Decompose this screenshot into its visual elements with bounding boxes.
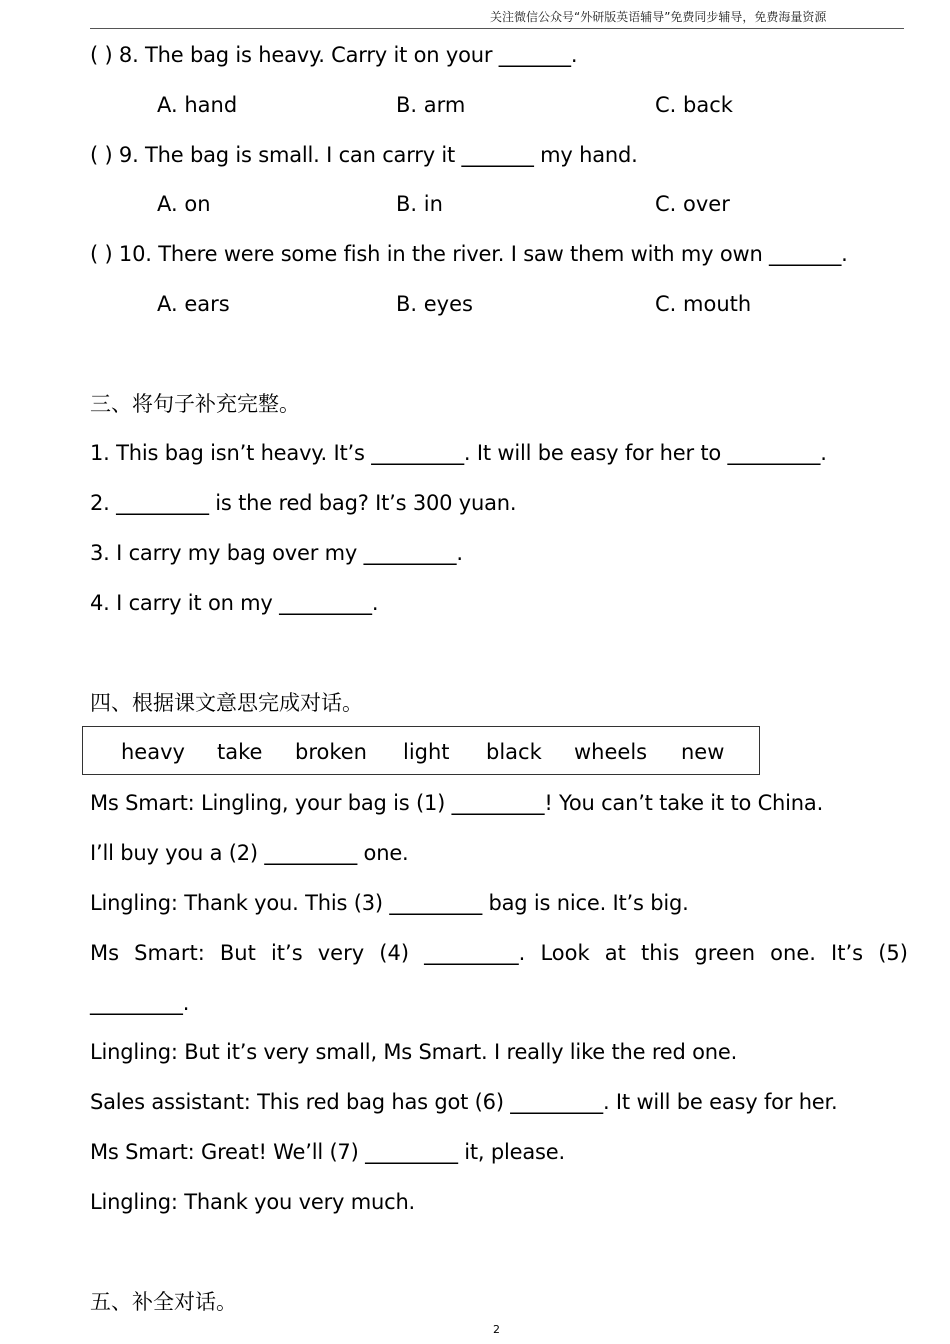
page-header-text: 关注微信公众号“外研版英语辅导”免费同步辅导，免费海量资源: [490, 10, 827, 24]
question-9-stem: ( ) 9. The bag is small. I can carry it _______ my hand.: [90, 143, 638, 167]
section-3-item-2: 2. _________ is the red bag? It’s 300 yuan.: [90, 491, 517, 515]
dialogue-line-3: Lingling: Thank you. This (3) _________ bag is nice. It’s big.: [90, 891, 689, 915]
question-10-option-a: A. ears: [157, 292, 230, 316]
dialogue-line-4-word: (5): [878, 941, 908, 965]
word-bank-box: [82, 726, 760, 775]
question-9-option-a: A. on: [157, 192, 211, 216]
dialogue-line-4-word: it’s: [270, 941, 303, 965]
question-8-option-c: C. back: [655, 93, 733, 117]
dialogue-line-2: I’ll buy you a (2) _________ one.: [90, 841, 409, 865]
word-bank-word: wheels: [574, 740, 648, 764]
word-bank-word: light: [403, 740, 450, 764]
dialogue-line-4-word: one.: [770, 941, 816, 965]
question-8-stem: ( ) 8. The bag is heavy. Carry it on your _______.: [90, 43, 578, 67]
question-9-option-c: C. over: [655, 192, 730, 216]
dialogue-line-4-word: (4): [379, 941, 410, 965]
dialogue-line-4-word: Smart:: [134, 941, 205, 965]
question-8-option-a: A. hand: [157, 93, 238, 117]
dialogue-line-4-word: Look: [540, 941, 590, 965]
dialogue-line-8: Lingling: Thank you very much.: [90, 1190, 416, 1214]
word-bank-word: take: [217, 740, 263, 764]
dialogue-line-4-word: at: [604, 941, 626, 965]
question-10-option-c: C. mouth: [655, 292, 752, 316]
section-5-title: 五、补全对话。: [90, 1290, 237, 1314]
section-3-item-3: 3. I carry my bag over my _________.: [90, 541, 463, 565]
question-8-option-b: B. arm: [396, 93, 466, 117]
dialogue-line-4-word: this: [640, 941, 680, 965]
dialogue-line-4-word: It’s: [831, 941, 864, 965]
section-4-title: 四、根据课文意思完成对话。: [90, 691, 363, 715]
dialogue-line-4-word: _________.: [424, 941, 526, 965]
word-bank-word: broken: [295, 740, 367, 764]
section-3-item-4: 4. I carry it on my _________.: [90, 591, 379, 615]
dialogue-line-4-word: green: [694, 941, 756, 965]
word-bank-word: black: [486, 740, 542, 764]
word-bank-word: heavy: [121, 740, 185, 764]
section-3-title: 三、将句子补充完整。: [90, 392, 300, 416]
dialogue-line-1: Ms Smart: Lingling, your bag is (1) _________! You can’t take it to China.: [90, 791, 824, 815]
dialogue-line-5: Lingling: But it’s very small, Ms Smart. I really like the red one.: [90, 1040, 738, 1064]
dialogue-line-4: [90, 940, 908, 966]
header-divider: [90, 28, 904, 29]
dialogue-line-4-word: Ms: [90, 941, 120, 965]
dialogue-line-4-word: very: [317, 941, 365, 965]
dialogue-line-4-word: But: [219, 941, 256, 965]
question-10-option-b: B. eyes: [396, 292, 473, 316]
page-number: 2: [493, 1323, 500, 1336]
dialogue-line-4-continued: _________.: [90, 991, 190, 1015]
question-9-option-b: B. in: [396, 192, 443, 216]
dialogue-line-6: Sales assistant: This red bag has got (6) _________. It will be easy for her.: [90, 1090, 838, 1114]
section-3-item-1: 1. This bag isn’t heavy. It’s _________. It will be easy for her to _________.: [90, 441, 827, 465]
dialogue-line-7: Ms Smart: Great! We’ll (7) _________ it, please.: [90, 1140, 565, 1164]
question-10-stem: ( ) 10. There were some fish in the river. I saw them with my own _______.: [90, 242, 848, 266]
word-bank-word: new: [681, 740, 725, 764]
